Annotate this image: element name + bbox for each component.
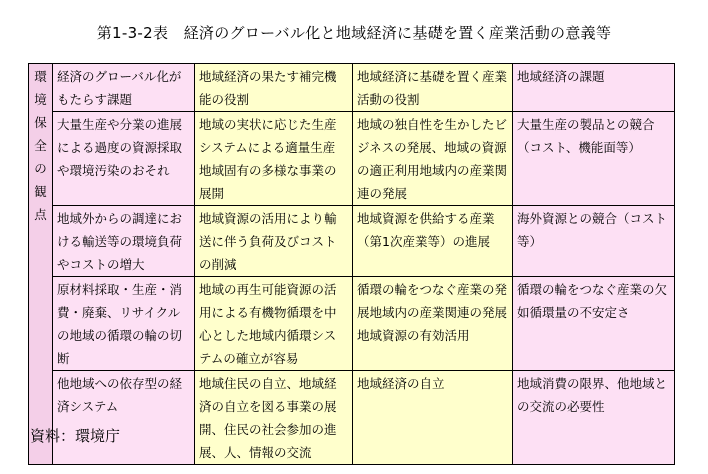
table-cell: 大量生産の製品との競合（コスト、機能面等）	[513, 112, 675, 206]
significance-table	[28, 63, 675, 465]
header-cell-complement: 地域経済の果たす補完機能の役割	[195, 64, 353, 112]
header-cell-regional-issues: 地域経済の課題	[513, 64, 675, 112]
table-row	[29, 277, 675, 371]
table-cell: 地域住民の自立、地域経済の自立を図る事業の展開、住民の社会参加の進展、人、情報の交流	[195, 371, 353, 465]
table-row	[29, 371, 675, 465]
side-char: 点	[34, 207, 47, 222]
side-char: 全	[34, 138, 47, 153]
table-cell: 地域資源の活用により輸送に伴う負荷及びコストの削減	[195, 206, 353, 277]
table-cell: 地域の独自性を生かしたビジネスの発展、地域の資源の適正利用地域内の産業関連の発展	[353, 112, 513, 206]
side-char: 境	[34, 92, 47, 107]
header-row	[29, 64, 675, 112]
side-char: の	[34, 161, 47, 176]
table-cell: 原材料採取・生産・消費・廃棄、リサイクルの地域の循環の輪の切断	[53, 277, 195, 371]
table-row	[29, 206, 675, 277]
side-label-cell	[29, 64, 53, 465]
table-title: 第1-3-2表 経済のグローバル化と地域経済に基礎を置く産業活動の意義等	[96, 24, 612, 42]
table-cell: 地域資源を供給する産業（第1次産業等）の進展	[353, 206, 513, 277]
header-cell-industry-role: 地域経済に基礎を置く産業活動の役割	[353, 64, 513, 112]
table-cell: 地域の実状に応じた生産システムによる適量生産 地域固有の多様な事業の展開	[195, 112, 353, 206]
table-cell: 海外資源との競合（コスト等）	[513, 206, 675, 277]
table-cell: 地域経済の自立	[353, 371, 513, 465]
side-char: 保	[34, 115, 47, 130]
table-cell: 地域の再生可能資源の活用による有機物循環を中心とした地域内循環システムの確立が容易	[195, 277, 353, 371]
header-cell-globalization: 経済のグローバル化がもたらす課題	[53, 64, 195, 112]
table-cell: 他地域への依存型の経済システム	[53, 371, 195, 465]
table-row	[29, 112, 675, 206]
table-cell: 循環の輪をつなぐ産業の欠如循環量の不安定さ	[513, 277, 675, 371]
table-cell: 循環の輪をつなぐ産業の発展地域内の産業関連の発展地域資源の有効活用	[353, 277, 513, 371]
side-char: 観	[34, 184, 47, 199]
side-char: 環	[34, 69, 47, 84]
source-note: 資料：環境庁	[30, 427, 121, 445]
table-cell: 大量生産や分業の進展による過度の資源採取や環境汚染のおそれ	[53, 112, 195, 206]
table-cell: 地域消費の限界、他地域との交流の必要性	[513, 371, 675, 465]
table-cell: 地域外からの調達における輸送等の環境負荷やコストの増大	[53, 206, 195, 277]
